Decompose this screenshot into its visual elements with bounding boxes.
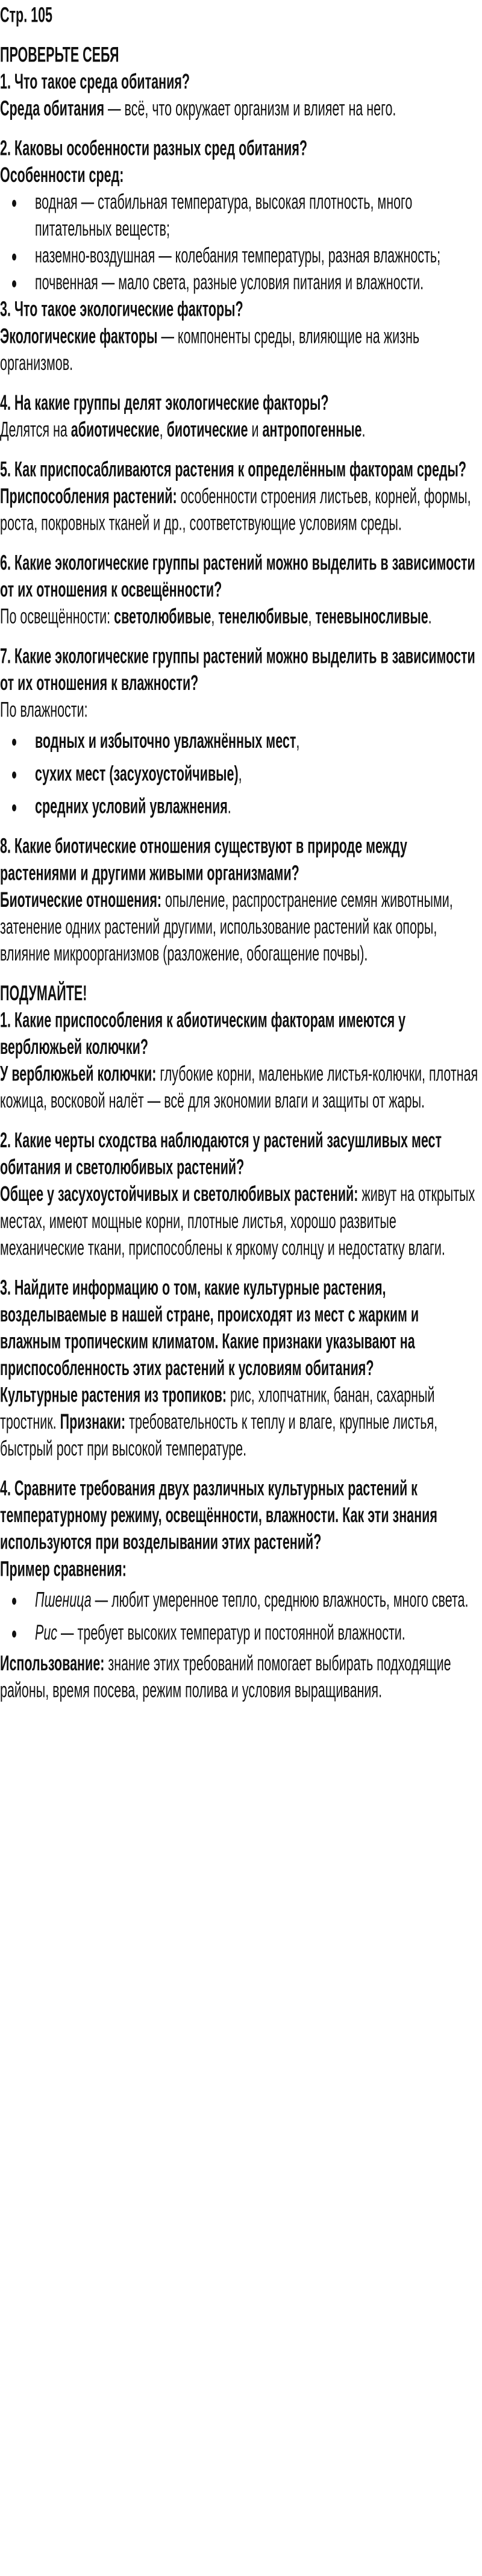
light-group-1: светолюбивые	[114, 604, 211, 628]
answer-4-sep: ,	[159, 418, 167, 442]
answer-4-end: .	[362, 418, 366, 442]
crop-name: Рис	[35, 1620, 58, 1645]
answer-6-prefix: По освещённости:	[0, 604, 114, 628]
answer-6-sep: ,	[308, 604, 316, 628]
answer-7-list	[0, 728, 482, 820]
list-item	[35, 1620, 482, 1647]
answer-4	[0, 416, 482, 443]
task-3-term-2: Признаки:	[60, 1409, 126, 1434]
answer-3	[0, 323, 482, 377]
list-item-tail: .	[227, 794, 231, 818]
task-2-answer	[0, 1181, 482, 1262]
answer-6-end: .	[428, 604, 432, 628]
answer-3-term: Экологические факторы	[0, 324, 158, 348]
task-4: 4. Сравните требования двух различных культурных растений к температурному режиму, освещённости, влажности. Как эти знания используются при возделывании этих растений?	[0, 1476, 437, 1554]
answer-8-term: Биотические отношения:	[0, 888, 162, 912]
task-3: 3. Найдите информацию о том, какие культурные растения, возделываемые в нашей стране, происходят из мест с жарким и влажным тропическим климатом. Какие признаки указывают на приспособленность этих растений к условиям обитания?	[0, 1275, 419, 1380]
question-6: 6. Какие экологические группы растений можно выделить в зависимости от их отношения к освещённости?	[0, 551, 475, 602]
section-title-think: ПОДУМАЙТЕ!	[0, 981, 87, 1006]
question-1: 1. Что такое среда обитания?	[0, 69, 190, 94]
task-4-lead: Пример сравнения:	[0, 1556, 127, 1581]
list-item	[35, 1587, 482, 1614]
list-item	[35, 760, 482, 788]
task-3-text-2: требовательность к теплу и влаге, крупные листья, быстрый рост при высокой температуре.	[0, 1409, 438, 1461]
answer-5-text: особенности строения листьев, корней, формы, роста, покровных тканей и др., соответствующие условиям среды.	[0, 484, 471, 535]
task-3-term: Культурные растения из тропиков:	[0, 1383, 227, 1407]
answer-8	[0, 887, 482, 968]
answer-4-prefix: Делятся на	[0, 418, 71, 442]
task-2-term: Общее у засухоустойчивых и светолюбивых растений:	[0, 1182, 358, 1206]
answer-5-term: Приспособления растений:	[0, 484, 177, 509]
light-group-3: теневыносливые	[315, 604, 428, 628]
factor-group-abiotic: абиотические	[70, 418, 160, 442]
question-7: 7. Какие экологические группы растений можно выделить в зависимости от их отношения к влажности?	[0, 644, 475, 695]
task-4-term: Использование:	[0, 1651, 105, 1676]
section-title-check-yourself: ПРОВЕРЬТЕ СЕБЯ	[0, 42, 119, 67]
moisture-group: водных и избыточно увлажнённых мест	[35, 729, 296, 753]
task-2: 2. Какие черты сходства наблюдаются у растений засушливых мест обитания и светолюбивых растений?	[0, 1128, 442, 1179]
task-3-text: рис, хлопчатник, банан, сахарный тростник.	[0, 1383, 435, 1434]
crop-requirements: — требует высоких температур и постоянной влажности.	[57, 1620, 405, 1645]
answer-5	[0, 483, 482, 537]
task-1-term: У верблюжьей колючки:	[0, 1062, 157, 1086]
moisture-group: сухих мест (засухоустойчивые)	[35, 761, 239, 786]
question-4: 4. На какие группы делят экологические факторы?	[0, 390, 329, 415]
answer-2-lead: Особенности сред:	[0, 163, 124, 187]
task-4-answer	[0, 1650, 482, 1704]
task-2-text: живут на открытых местах, имеют мощные корни, плотные листья, хорошо развитые механические ткани, приспособлены к яркому солнцу и недостатку влаги.	[0, 1182, 475, 1260]
answer-1	[0, 95, 482, 122]
page-label: Стр. 105	[0, 2, 53, 27]
task-1-answer	[0, 1061, 482, 1115]
answer-7-lead: По влажности:	[0, 698, 88, 722]
task-4-list	[0, 1587, 482, 1646]
list-item-tail: ,	[238, 761, 242, 786]
question-2: 2. Каковы особенности разных сред обитания?	[0, 136, 308, 160]
question-8: 8. Какие биотические отношения существуют в природе между растениями и другими живыми организмами?	[0, 834, 407, 885]
answer-2-list	[0, 189, 482, 296]
task-1-text: глубокие корни, маленькие листья-колючки, плотная кожица, восковой налёт — всё для экономии влаги и защиты от жары.	[0, 1062, 478, 1113]
answer-4-sep: и	[248, 418, 263, 442]
task-3-answer	[0, 1382, 482, 1463]
answer-6	[0, 604, 482, 631]
crop-name: Пшеница	[35, 1588, 92, 1612]
crop-requirements: — любит умеренное тепло, среднюю влажность, много света.	[91, 1588, 469, 1612]
task-1: 1. Какие приспособления к абиотическим факторам имеются у верблюжьей колючки?	[0, 1008, 406, 1059]
list-item: наземно-воздушная — колебания температуры, разная влажность;	[35, 243, 482, 270]
moisture-group: средних условий увлажнения	[35, 794, 228, 818]
list-item	[35, 728, 482, 755]
answer-1-text: — всё, что окружает организм и влияет на него.	[104, 96, 396, 121]
light-group-2: тенелюбивые	[218, 604, 308, 628]
factor-group-anthropogenic: антропогенные	[262, 418, 362, 442]
answer-6-sep: ,	[211, 604, 219, 628]
answer-8-text: опыление, распространение семян животными, затенение одних растений другими, использование растений как опоры, влияние микроорганизмов (разложение, обогащение почвы).	[0, 888, 453, 966]
answer-1-term: Среда обитания	[0, 96, 105, 121]
factor-group-biotic: биотические	[166, 418, 248, 442]
question-3: 3. Что такое экологические факторы?	[0, 297, 243, 321]
list-item: почвенная — мало света, разные условия питания и влажности.	[35, 269, 482, 296]
list-item: водная — стабильная температура, высокая плотность, много питательных веществ;	[35, 189, 482, 243]
list-item	[35, 794, 482, 821]
answer-3-text: — компоненты среды, влияющие на жизнь организмов.	[0, 324, 420, 375]
question-5: 5. Как приспосабливаются растения к определённым факторам среды?	[0, 457, 467, 481]
task-4-text: знание этих требований помогает выбирать подходящие районы, время посева, режим полива и условия выращивания.	[0, 1651, 451, 1702]
list-item-tail: ,	[296, 729, 300, 753]
